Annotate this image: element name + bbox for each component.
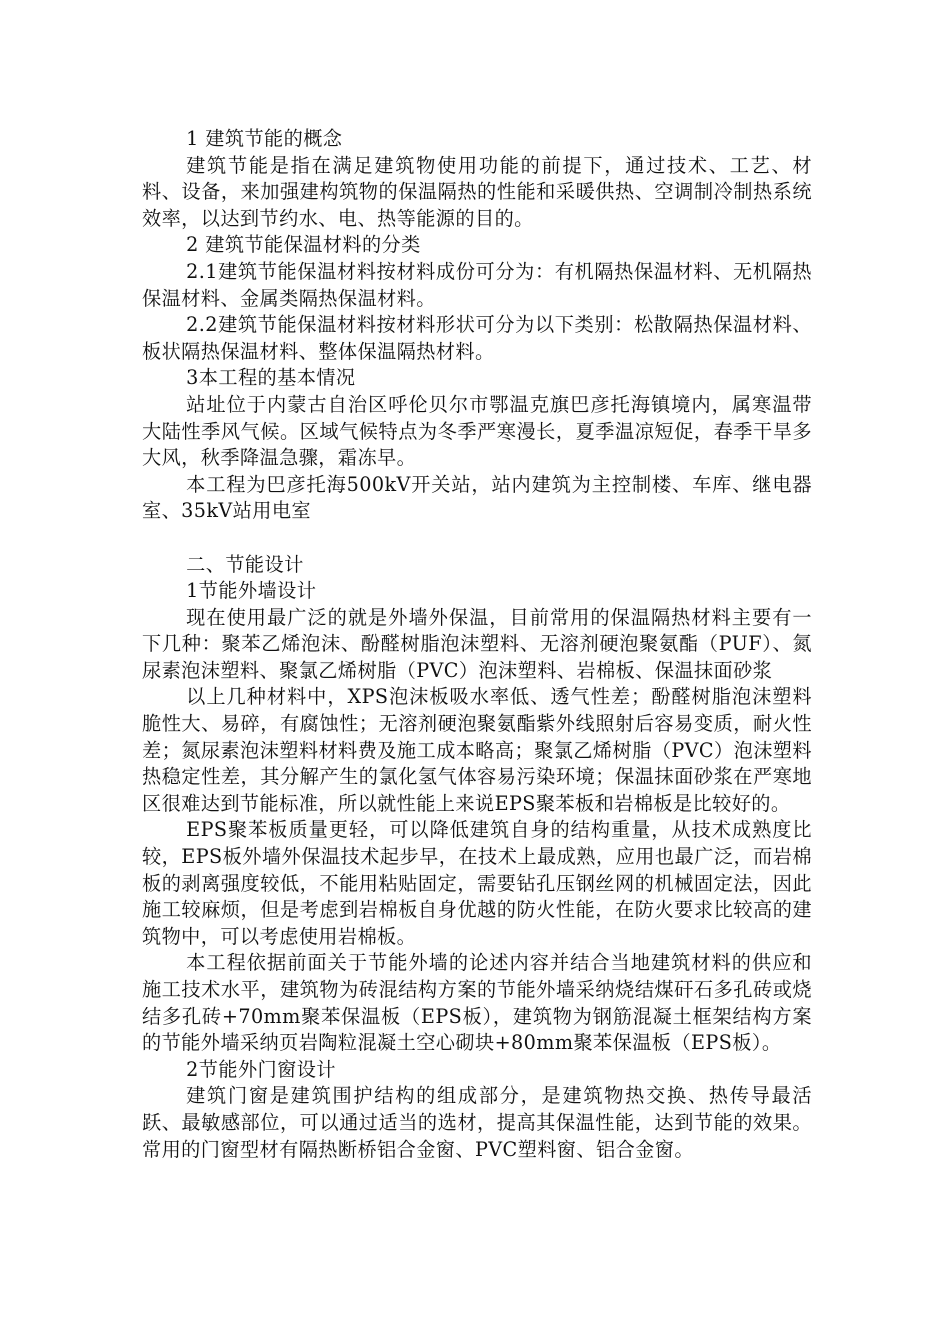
document-page	[142, 126, 812, 1163]
design-2-paragraph-1: 建筑门窗是建筑围护结构的组成部分，是建筑物热交换、热传导最活跃、最敏感部位，可以通过适当的选材，提高其保温性能，达到节能的效果。常用的门窗型材有隔热断桥铝合金窗、PVC塑料窗、铝合金窗。	[142, 1084, 812, 1161]
design-1-paragraph-1: 现在使用最广泛的就是外墙外保温，目前常用的保温隔热材料主要有一下几种：聚苯乙烯泡沫、酚醛树脂泡沫塑料、无溶剂硬泡聚氨酯（PUF）、氮尿素泡沫塑料、聚氯乙烯树脂（PVC）泡沫塑料、岩棉板、保温抹面砂浆	[142, 605, 812, 682]
section-3-title: 3本工程的基本情况	[186, 366, 356, 390]
section-2-paragraph-1: 2.1建筑节能保温材料按材料成份可分为：有机隔热保温材料、无机隔热保温材料、金属类隔热保温材料。	[142, 259, 812, 310]
blank-line	[142, 525, 812, 552]
design-2-title: 2节能外门窗设计	[186, 1057, 336, 1081]
design-1-paragraph-4: 本工程依据前面关于节能外墙的论述内容并结合当地建筑材料的供应和施工技术水平，建筑物为砖混结构方案的节能外墙采纳烧结煤矸石多孔砖或烧结多孔砖+70mm聚苯保温板（EPS板），建筑物为钢筋混凝土框架结构方案的节能外墙采纳页岩陶粒混凝土空心砌块+80mm聚苯保温板（EPS板）。	[142, 951, 812, 1055]
design-1-title: 1节能外墙设计	[186, 579, 317, 603]
part-2-title: 二、节能设计	[186, 552, 304, 576]
section-1-paragraph-1: 建筑节能是指在满足建筑物使用功能的前提下，通过技术、工艺、材料、设备，来加强建构筑物的保温隔热的性能和采暖供热、空调制冷制热系统效率，以达到节约水、电、热等能源的目的。	[142, 153, 812, 230]
design-1-paragraph-3: EPS聚苯板质量更轻，可以降低建筑自身的结构重量，从技术成熟度比较，EPS板外墙外保温技术起步早，在技术上最成熟，应用也最广泛，而岩棉板的剥离强度较低，不能用粘贴固定，需要钻孔压钢丝网的机械固定法，因此施工较麻烦，但是考虑到岩棉板自身优越的防火性能，在防火要求比较高的建筑物中，可以考虑使用岩棉板。	[142, 818, 812, 948]
section-2-paragraph-2: 2.2建筑节能保温材料按材料形状可分为以下类别：松散隔热保温材料、板状隔热保温材料、整体保温隔热材料。	[142, 313, 812, 363]
section-3-paragraph-2: 本工程为巴彦托海500kV开关站，站内建筑为主控制楼、车库、继电器室、35kV站用电室	[142, 472, 812, 523]
section-3-paragraph-1: 站址位于内蒙古自治区呼伦贝尔市鄂温克旗巴彦托海镇境内，属寒温带大陆性季风气候。区域气候特点为冬季严寒漫长，夏季温凉短促，春季干旱多大风，秋季降温急骤，霜冻早。	[142, 392, 812, 470]
section-2-title: 2 建筑节能保温材料的分类	[186, 233, 421, 257]
design-1-paragraph-2: 以上几种材料中，XPS泡沫板吸水率低、透气性差；酚醛树脂泡沫塑料脆性大、易碎，有腐蚀性；无溶剂硬泡聚氨酯紫外线照射后容易变质，耐火性差；氮尿素泡沫塑料材料费及施工成本略高；聚氯乙烯树脂（PVC）泡沫塑料热稳定性差，其分解产生的氯化氢气体容易污染环境；保温抹面砂浆在严寒地区很难达到节能标准，所以就性能上来说EPS聚苯板和岩棉板是比较好的。	[142, 685, 812, 815]
section-1-title: 1 建筑节能的概念	[186, 127, 343, 150]
